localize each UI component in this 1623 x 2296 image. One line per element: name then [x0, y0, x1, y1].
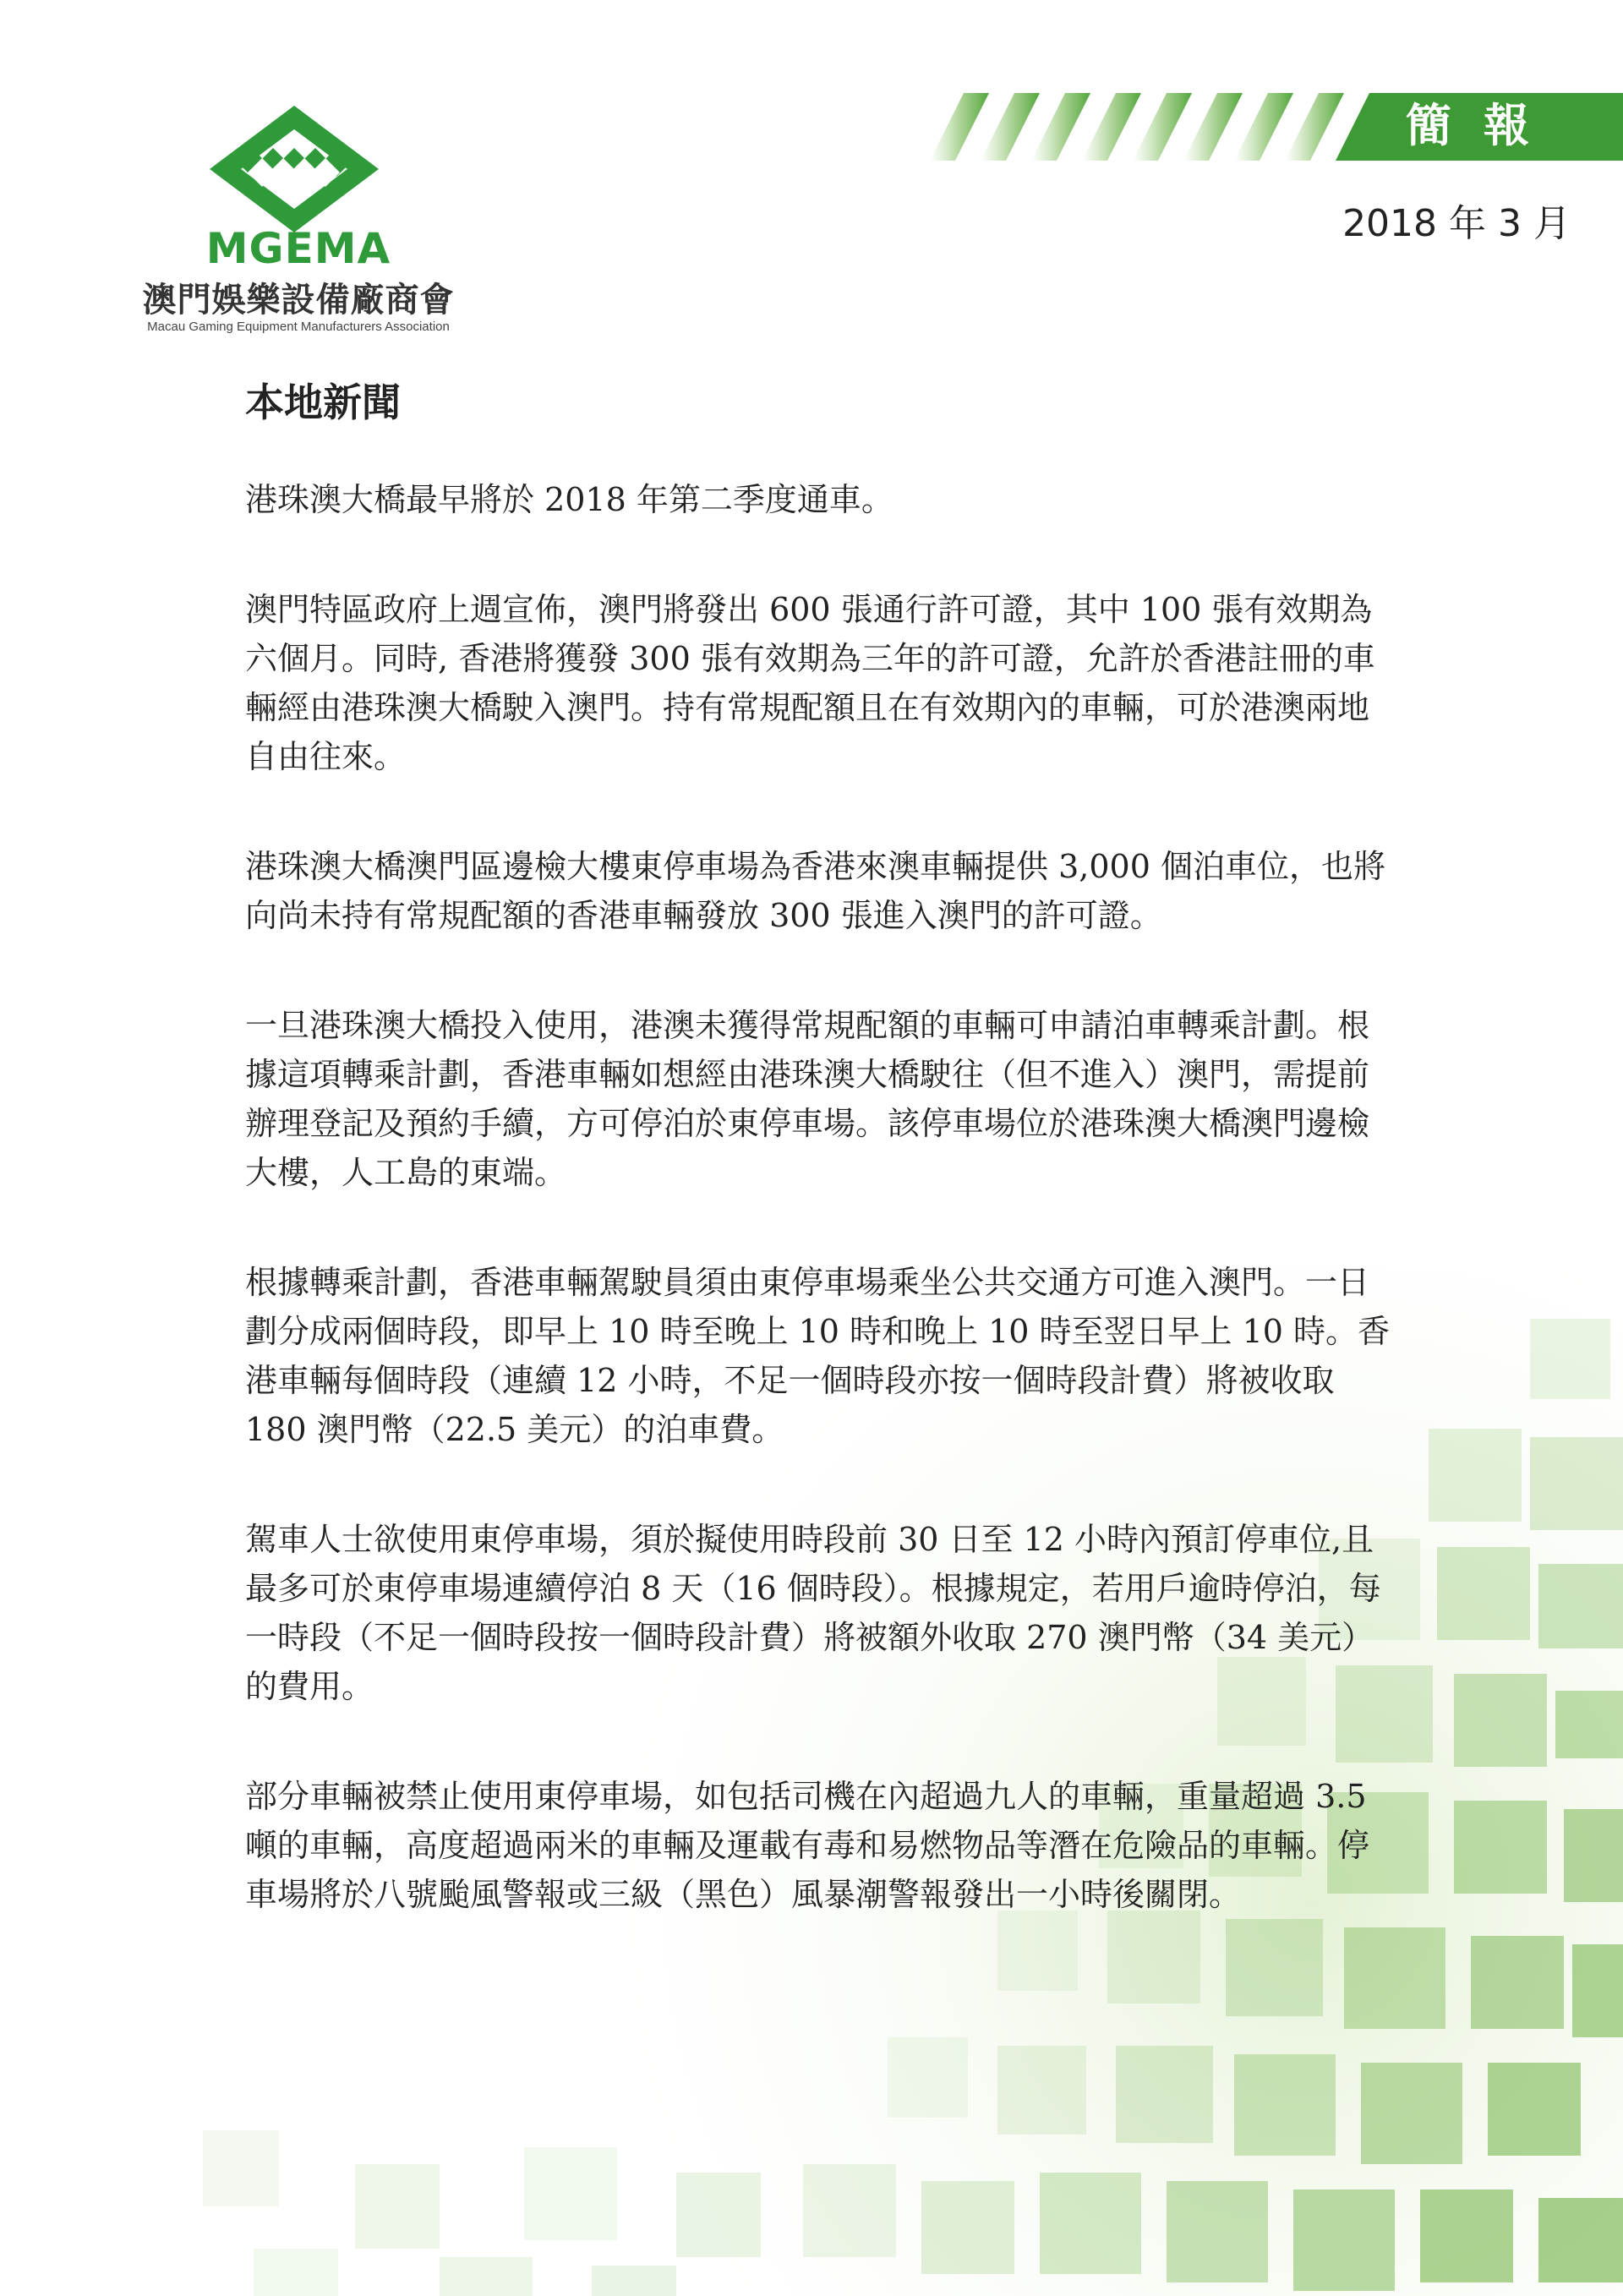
logo-abbreviation: MGEMA: [205, 224, 391, 273]
paragraph-7: 部分車輛被禁止使用東停車場，如包括司機在內超過九人的車輛，重量超過 3.5 噸的車輛，高度超過兩米的車輛及運載有毒和易燃物品等潛在危險品的車輛。停車場將於八號颱風警報或三級（黑色）風暴潮警報發出一小時後關閉。: [245, 1778, 1370, 1913]
paragraph-2: 澳門特區政府上週宣佈，澳門將發出 600 張通行許可證，其中 100 張有效期為六個月。同時, 香港將獲發 300 張有效期為三年的許可證，允許於香港註冊的車輛經由港珠澳大橋駛入澳門。持有常規配額且在有效期內的車輛，可於港澳兩地自由往來。: [245, 591, 1375, 775]
issue-date: 2018 年 3 月: [1342, 202, 1571, 245]
section-title: 本地新聞: [245, 380, 401, 425]
logo-english-name: Macau Gaming Equipment Manufacturers Association: [147, 320, 450, 334]
paragraph-1: 港珠澳大橋最早將於 2018 年第二季度通車。: [245, 481, 893, 518]
logo-chinese-name: 澳門娛樂設備廠商會: [142, 281, 455, 320]
article-content: [245, 372, 1395, 1980]
paragraph-4: 一旦港珠澳大橋投入使用，港澳未獲得常規配額的車輛可申請泊車轉乘計劃。根據這項轉乘計劃，香港車輛如想經由港珠澳大橋駛往（但不進入）澳門，需提前辦理登記及預約手續，方可停泊於東停車場。該停車場位於港珠澳大橋澳門邊檢大樓，人工島的東端。: [245, 1007, 1370, 1191]
newsletter-label: 簡報: [1406, 99, 1561, 152]
diamond-logo-icon: [210, 106, 379, 232]
association-logo: [117, 106, 480, 342]
paragraph-6: 駕車人士欲使用東停車場，須於擬使用時段前 30 日至 12 小時內預訂停車位,且最多可於東停車場連續停泊 8 天（16 個時段）。根據規定，若用戶逾時停泊，每一時段（不足一個時段按一個時段計費）將被額外收取 270 澳門幣（34 美元）的費用。: [245, 1521, 1381, 1705]
paragraph-5: 根據轉乘計劃，香港車輛駕駛員須由東停車場乘坐公共交通方可進入澳門。一日劃分成兩個時段，即早上 10 時至晚上 10 時和晚上 10 時至翌日早上 10 時。香港車輛每個時段（連續 12 小時，不足一個時段亦按一個時段計費）將被收取 180 澳門幣（22.5 美元）的泊車費。: [245, 1264, 1391, 1448]
paragraph-3: 港珠澳大橋澳門區邊檢大樓東停車場為香港來澳車輛提供 3,000 個泊車位，也將向尚未持有常規配額的香港車輛發放 300 張進入澳門的許可證。: [245, 848, 1385, 934]
